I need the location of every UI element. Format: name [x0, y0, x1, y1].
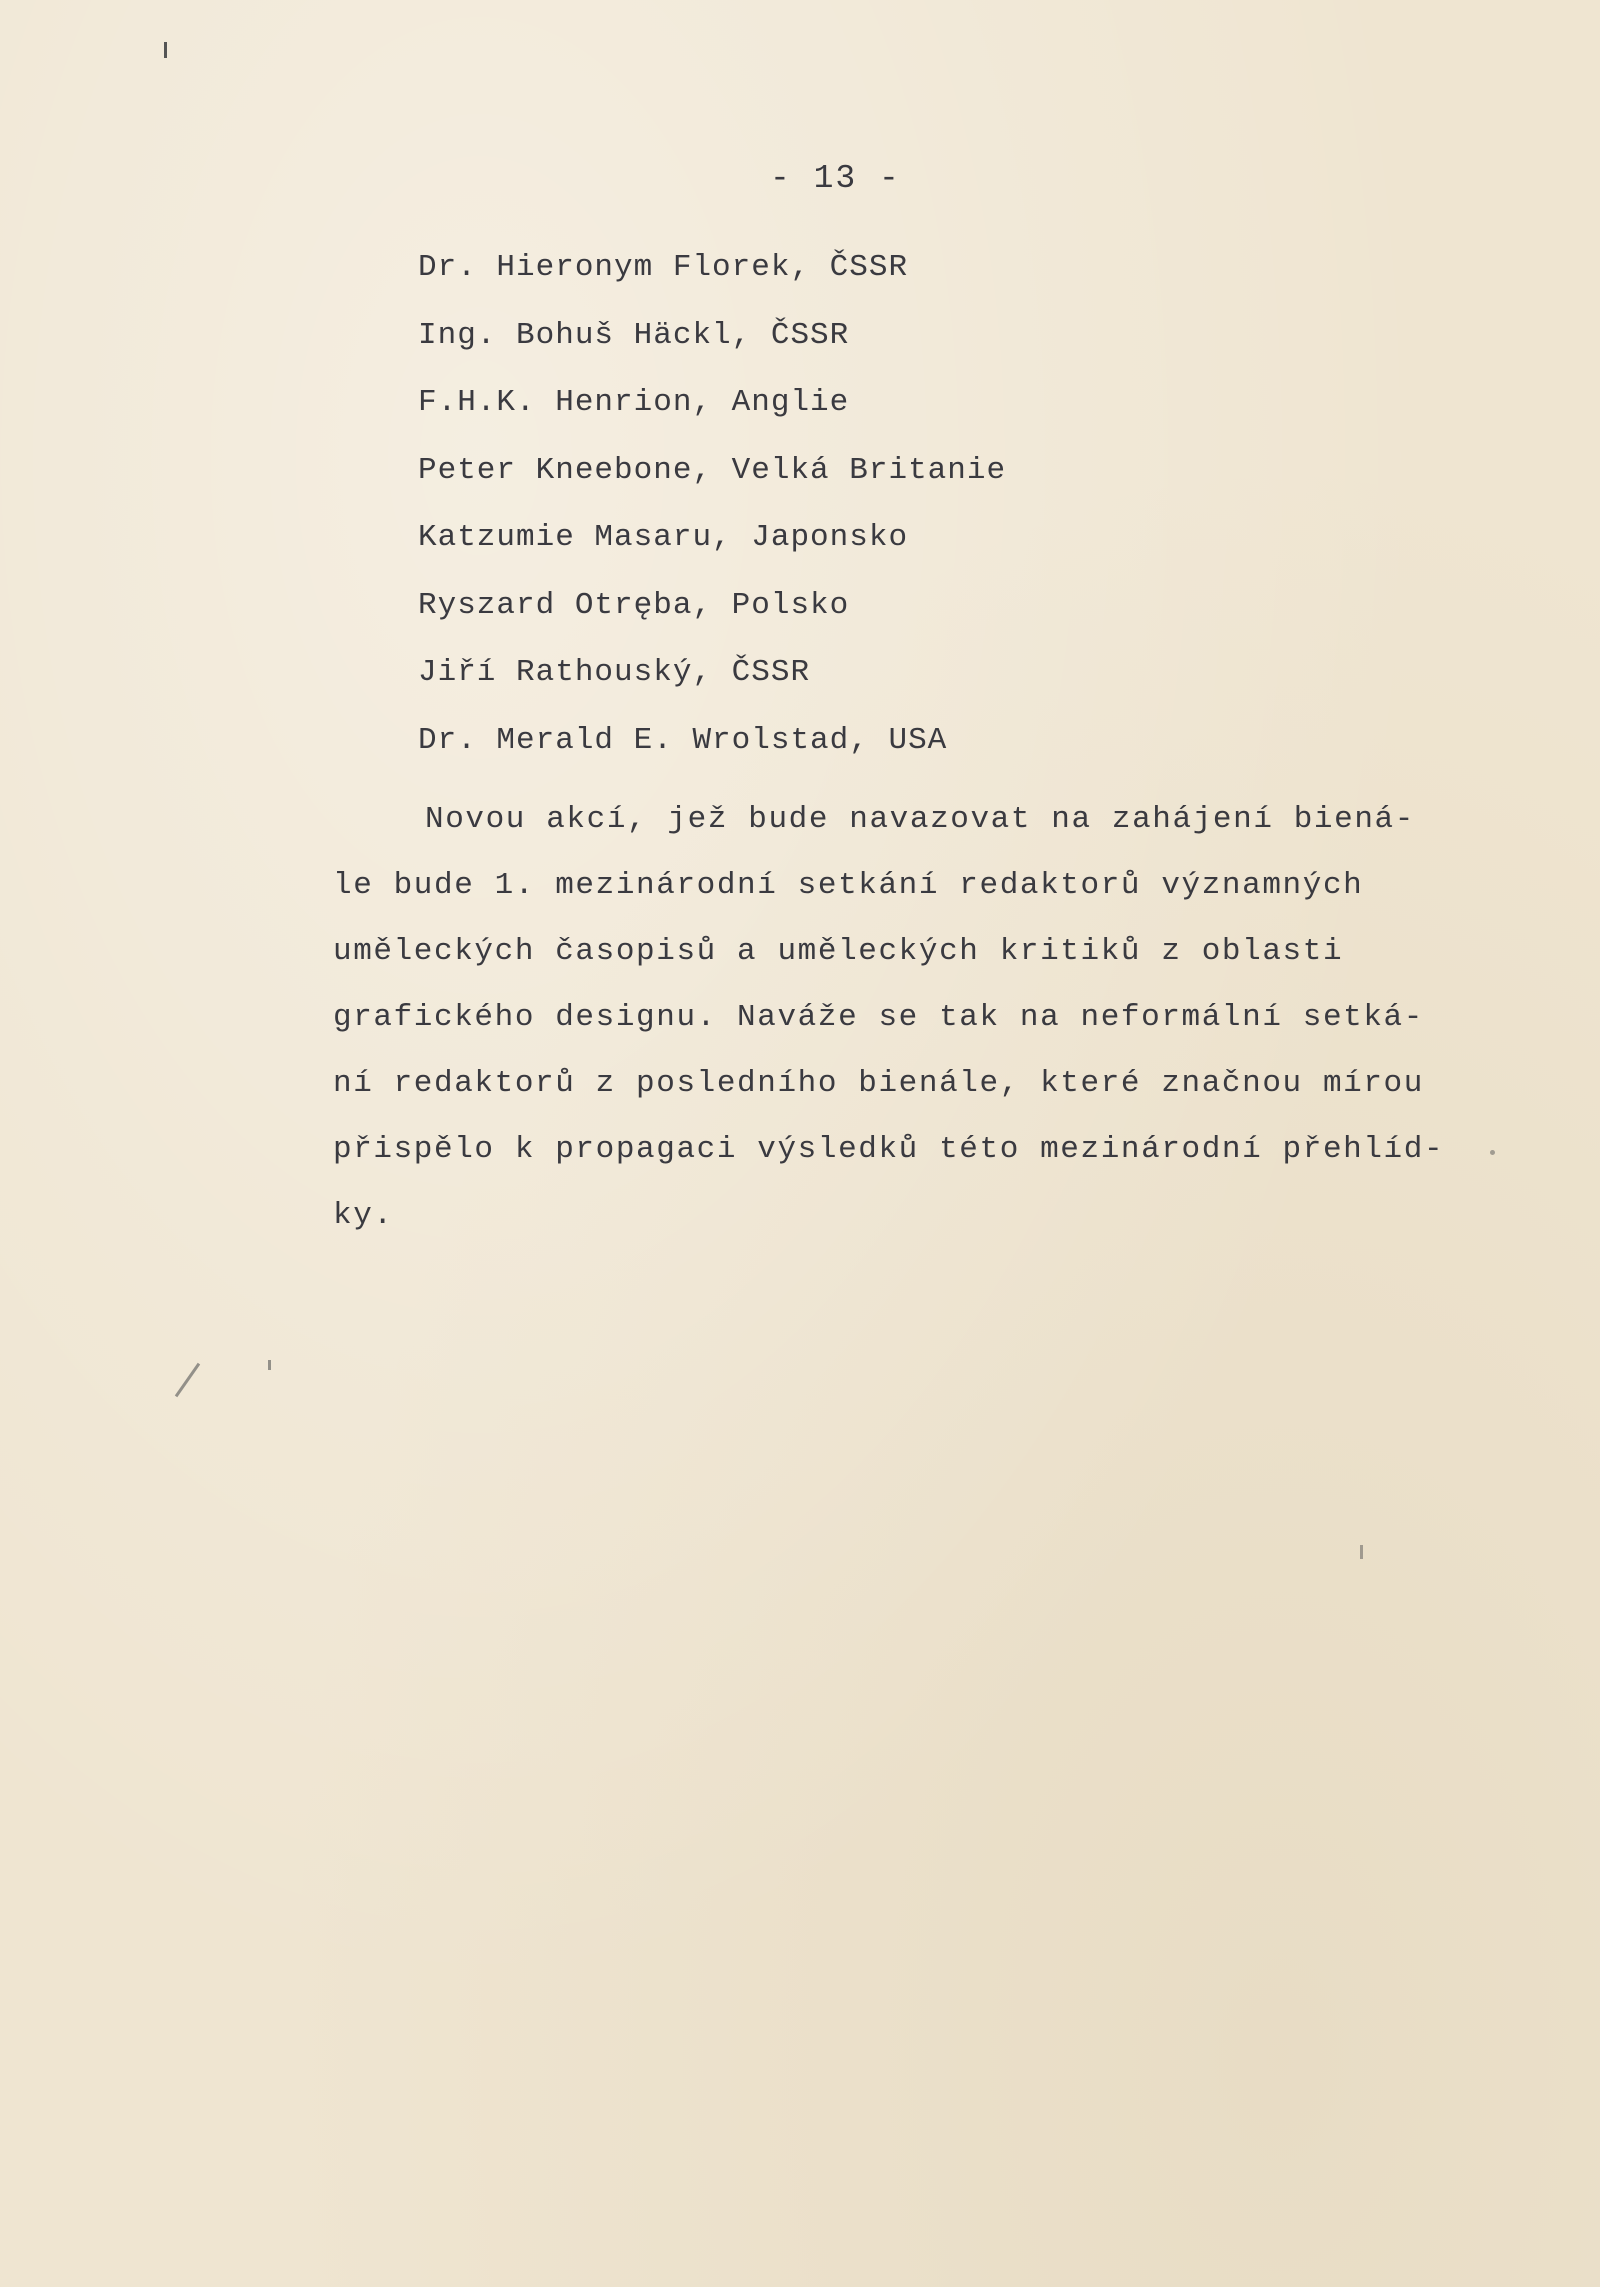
participant-name: Ing. Bohuš Häckl, ČSSR	[418, 317, 850, 353]
participant-name: F.H.K. Henrion, Anglie	[418, 385, 850, 420]
body-paragraph	[333, 800, 1453, 1262]
participant-name: Dr. Merald E. Wrolstad, USA	[418, 722, 948, 758]
paragraph-line: Novou akcí, jež bude navazovat na zahájení biená-	[425, 802, 1415, 837]
stray-mark	[164, 42, 167, 58]
participant-name: Katzumie Masaru, Japonsko	[418, 520, 909, 555]
stray-mark	[175, 1363, 200, 1397]
paragraph-line: uměleckých časopisů a uměleckých kritiků z oblasti	[333, 934, 1344, 969]
paragraph-line: ní redaktorů z posledního bienále, které značnou mírou	[333, 1066, 1424, 1101]
participant-name: Jiří Rathouský, ČSSR	[418, 655, 811, 690]
participant-name: Dr. Hieronym Florek, ČSSR	[418, 250, 909, 285]
stray-mark	[1360, 1545, 1363, 1559]
stray-mark	[1490, 1150, 1495, 1155]
paragraph-line: přispělo k propagaci výsledků této mezinárodní přehlíd-	[333, 1132, 1445, 1167]
participant-name: Ryszard Otręba, Polsko	[418, 587, 850, 623]
page-number: - 13 -	[770, 160, 901, 197]
paragraph-line: ky.	[333, 1198, 394, 1233]
paragraph-line: le bude 1. mezinárodní setkání redaktorů významných	[333, 868, 1364, 903]
paragraph-line: grafického designu. Naváže se tak na neformální setká-	[333, 1000, 1424, 1035]
participant-list	[418, 248, 1006, 788]
participant-name: Peter Kneebone, Velká Britanie	[418, 452, 1007, 488]
stray-mark	[268, 1360, 271, 1370]
